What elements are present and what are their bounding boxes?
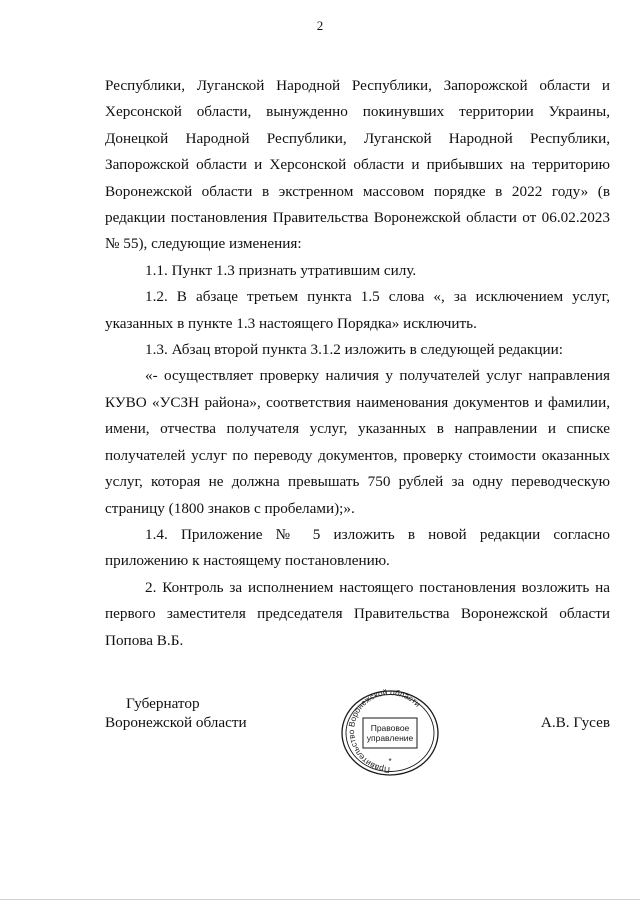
signatory-name: А.В. Гусев <box>540 714 610 731</box>
paragraph-item-2: 2. Контроль за исполнением настоящего постановления возложить на первого заместителя председателя Правительства Воронежской области Попова В.Б. <box>105 578 610 649</box>
paragraph-quoted-wording: «- осуществляет проверку наличия у получателей услуг направления КУВО «УСЗН района», соответствия наименования документов и фамилии, имени, отчества получателя услуг, указанных в направлении и списке получателей услуг по переводу документов, проверку стоимости оказанных услуг, которая не должна превышать 750 рублей за одну переводческую страницу (1800 знаков с пробелами);». <box>105 367 610 517</box>
paragraph-item-1-3: 1.3. Абзац второй пункта 3.1.2 изложить в следующей редакции: <box>145 341 564 359</box>
paragraph-continuation: Республики, Луганской Народной Республики, Запорожской области и Херсонской области, вынужденно покинувших территории Украины, Донецкой Народной Республики, Луганской Народной Республики, Запорожской области и Херсонской области и прибывших на территорию Воронежской области в экстренном массовом порядке в 2022 году» (в редакции постановления Правительства Воронежской области от 06.02.2023 № 55), следующие изменения: <box>105 77 610 253</box>
signatory-title-line-1: Губернатор <box>126 695 200 712</box>
paragraph-item-1-4: 1.4. Приложение № 5 изложить в новой редакции согласно приложению к настоящему постановлению. <box>105 525 610 570</box>
paragraph-item-1-1: 1.1. Пункт 1.3 признать утратившим силу. <box>145 261 417 279</box>
stamp-ring-text: Правительство Воронежской области <box>346 687 423 775</box>
stamp-star-mark: * <box>388 757 392 766</box>
paragraph-item-1-2: 1.2. В абзаце третьем пункта 1.5 слова «, за исключением услуг, указанных в пункте 1.3 настоящего Порядка» исключить. <box>105 288 610 332</box>
scan-edge-line <box>0 899 640 900</box>
signatory-title-line-2: Воронежской области <box>105 714 247 731</box>
stamp-center-line-2: управление <box>366 733 414 743</box>
page-number: 2 <box>316 18 324 33</box>
official-stamp <box>338 687 442 779</box>
document-body <box>105 73 610 654</box>
stamp-center-line-1: Правовое <box>370 723 410 733</box>
